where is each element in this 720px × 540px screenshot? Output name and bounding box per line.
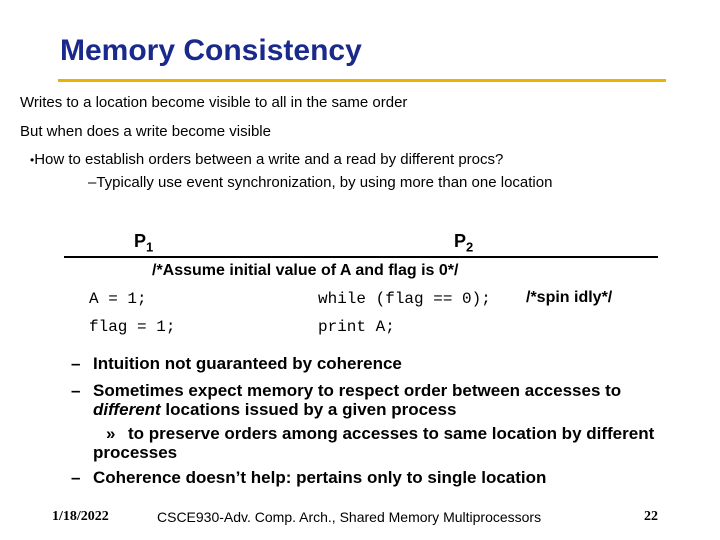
bullet-2-emphasis: different <box>93 400 161 419</box>
code-while-loop: while (flag == 0); <box>318 290 491 308</box>
bullet-2-sub <box>106 423 654 445</box>
page-number: 22 <box>644 509 658 524</box>
p1-subscript: 1 <box>146 239 154 255</box>
bullet-2-continuation <box>93 399 456 421</box>
raquo-marker: » <box>106 424 116 443</box>
bullet-3 <box>71 467 546 489</box>
sub-bullet-1-text: How to establish orders between a write and a read by different procs? <box>34 151 504 168</box>
code-print: print A; <box>318 318 395 336</box>
dash-marker: – <box>71 381 81 400</box>
bullet-2-sub-line-1: to preserve orders among accesses to same location by different <box>128 424 655 443</box>
sub-bullet-1 <box>30 151 503 168</box>
p1-letter: P <box>134 231 147 251</box>
text-line-1: Writes to a location become visible to all in the same order <box>20 94 408 111</box>
p2-subscript: 2 <box>466 239 474 255</box>
dash-marker: – <box>88 174 97 191</box>
code-spin-comment: /*spin idly*/ <box>526 289 613 306</box>
text-line-2: But when does a write become visible <box>20 123 271 140</box>
code-comment: /*Assume initial value of A and flag is 0*/ <box>152 262 459 279</box>
slide-title: Memory Consistency <box>60 34 362 67</box>
title-underline <box>58 79 666 82</box>
bullet-2-line-1: Sometimes expect memory to respect order between accesses to <box>93 381 622 400</box>
footer-date: 1/18/2022 <box>52 509 109 524</box>
bullet-2-sub-continuation: processes <box>93 443 178 462</box>
bullet-1 <box>71 353 402 375</box>
dash-marker: – <box>71 354 81 373</box>
code-flag-assign: flag = 1; <box>89 318 176 336</box>
sub-bullet-2-text: Typically use event synchronization, by using more than one location <box>96 174 553 191</box>
dash-marker: – <box>71 468 81 487</box>
p2-letter: P <box>454 231 467 251</box>
bullet-1-text: Intuition not guaranteed by coherence <box>93 354 402 373</box>
bullet-3-text: Coherence doesn’t help: pertains only to single location <box>93 468 547 487</box>
p2-label <box>454 231 473 255</box>
p1-label <box>134 231 153 255</box>
bullet-marker: • <box>30 153 35 167</box>
code-a-assign: A = 1; <box>89 290 147 308</box>
bullet-2-line-2: locations issued by a given process <box>160 400 457 419</box>
footer-course: CSCE930-Adv. Comp. Arch., Shared Memory Multiprocessors <box>157 509 542 525</box>
sub-bullet-2 <box>88 174 552 191</box>
code-divider <box>64 256 658 258</box>
